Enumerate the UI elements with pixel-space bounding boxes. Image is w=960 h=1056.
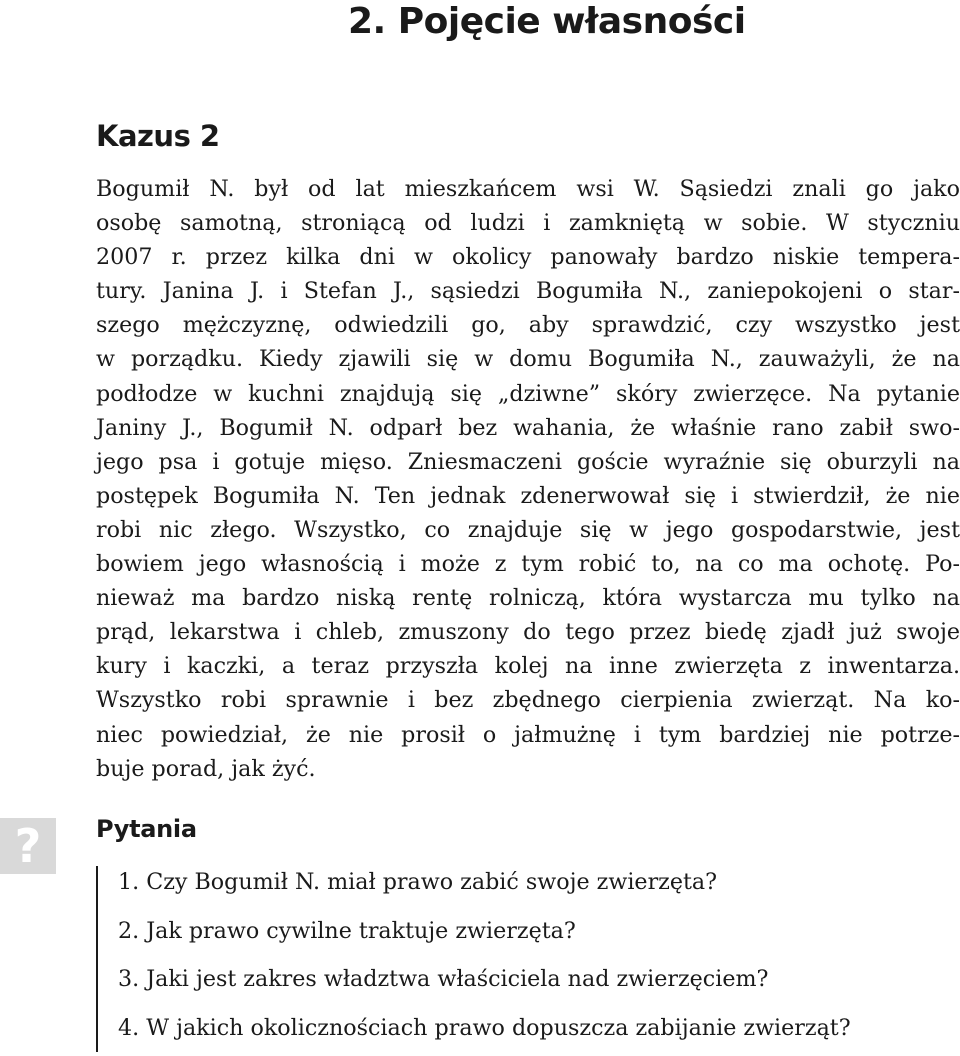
question-mark-glyph: ?	[15, 823, 42, 869]
questions-heading: Pytania	[96, 812, 197, 846]
case-body	[96, 172, 960, 786]
questions-list	[118, 862, 851, 1056]
case-body-line: nieważ ma bardzo niską rentę rolniczą, która wystarcza mu tylko na	[96, 581, 960, 615]
case-body-line: kury i kaczki, a teraz przyszła kolej na inne zwierzęta z inwentarza.	[96, 649, 960, 683]
case-body-line: postępek Bogumiła N. Ten jednak zdenerwował się i stwierdził, że nie	[96, 479, 960, 513]
case-body-line: buje porad, jak żyć.	[96, 752, 960, 786]
question-item: 3. Jaki jest zakres władztwa właściciela nad zwierzęciem?	[118, 959, 851, 1008]
case-body-line: szego mężczyznę, odwiedzili go, aby sprawdzić, czy wszystko jest	[96, 308, 960, 342]
case-body-line: 2007 r. przez kilka dni w okolicy panowały bardzo niskie tempera-	[96, 240, 960, 274]
case-body-line: niec powiedział, że nie prosił o jałmużnę i tym bardziej nie potrze-	[96, 718, 960, 752]
case-body-line: jego psa i gotuje mięso. Zniesmaczeni goście wyraźnie się oburzyli na	[96, 445, 960, 479]
case-heading: Kazus 2	[96, 116, 220, 156]
question-item: 2. Jak prawo cywilne traktuje zwierzęta?	[118, 911, 851, 960]
questions-rule	[96, 866, 98, 1052]
case-body-line: prąd, lekarstwa i chleb, zmuszony do tego przez biedę zjadł już swoje	[96, 615, 960, 649]
question-item: 4. W jakich okolicznościach prawo dopuszcza zabijanie zwierząt?	[118, 1008, 851, 1056]
case-body-line: osobę samotną, stroniącą od ludzi i zamkniętą w sobie. W styczniu	[96, 206, 960, 240]
question-mark-icon	[0, 818, 56, 874]
case-body-line: robi nic złego. Wszystko, co znajduje się w jego gospodarstwie, jest	[96, 513, 960, 547]
question-item: 1. Czy Bogumił N. miał prawo zabić swoje zwierzęta?	[118, 862, 851, 911]
case-body-line: Janiny J., Bogumił N. odparł bez wahania, że właśnie rano zabił swo-	[96, 411, 960, 445]
case-body-line: Wszystko robi sprawnie i bez zbędnego cierpienia zwierząt. Na ko-	[96, 683, 960, 717]
case-body-line: bowiem jego własnością i może z tym robić to, na co ma ochotę. Po-	[96, 547, 960, 581]
case-body-line: w porządku. Kiedy zjawili się w domu Bogumiła N., zauważyli, że na	[96, 342, 960, 376]
chapter-title: 2. Pojęcie własności	[348, 0, 746, 44]
case-body-line: podłodze w kuchni znajdują się „dziwne” skóry zwierzęce. Na pytanie	[96, 377, 960, 411]
case-body-line: tury. Janina J. i Stefan J., sąsiedzi Bogumiła N., zaniepokojeni o star-	[96, 274, 960, 308]
case-body-line: Bogumił N. był od lat mieszkańcem wsi W. Sąsiedzi znali go jako	[96, 172, 960, 206]
